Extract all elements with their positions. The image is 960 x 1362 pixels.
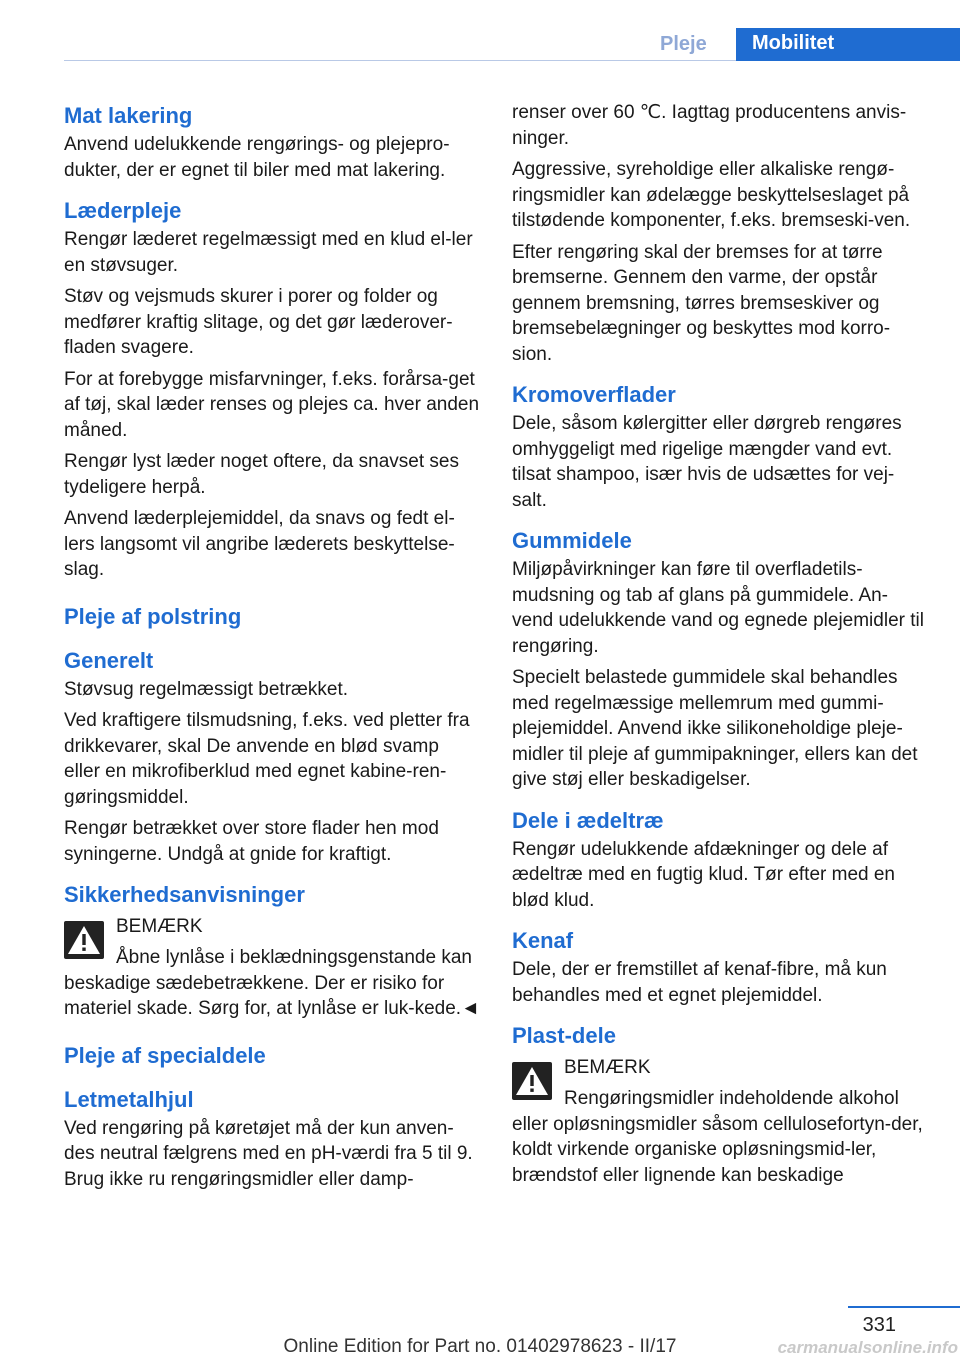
paragraph: Efter rengøring skal der bremses for at tørre bremserne. Gennem den varme, der opstår gennem bremsning, tørres bremseskiver og bremsebelægninger og beskyttes mod korro-sion. [512, 241, 891, 365]
heading-sikkerhedsanvisninger: Sikkerhedsanvisninger [64, 882, 305, 907]
heading-kromoverflader: Kromoverflader [512, 382, 676, 407]
paragraph: Anvend udelukkende rengørings- og plejepro-dukter, der er egnet til biler med mat lakering. [64, 134, 450, 181]
heading-generelt: Generelt [64, 647, 154, 673]
paragraph: For at forebygge misfarvninger, f.eks. forårsa-get af tøj, skal læder renses og plejes ca. hver anden måned. [64, 368, 480, 441]
warning-triangle-icon [512, 1062, 552, 1100]
paragraph: Dele, der er fremstillet af kenaf-fibre, må kun behandles med et egnet plejemiddel. [512, 959, 887, 1006]
paragraph: Rengør lyst læder noget oftere, da snavset ses tydeligere herpå. [64, 451, 459, 498]
warning-text: Rengøringsmidler indeholdende alkohol eller opløsningsmidler såsom cellulosefortyn-der, koldt virkende organiske opløsningsmid-ler, brændstof eller lignende kan beskadige [512, 1088, 923, 1186]
tab-chapter [736, 28, 960, 61]
paragraph: renser over 60 ℃. Iagttag producentens anvis-ninger. [512, 102, 907, 149]
watermark: carmanualsonline.info [777, 1338, 958, 1357]
paragraph: Specielt belastede gummidele skal behandles med regelmæssige mellemrum med gummi-plejemiddel. Anvend ikke silikoneholdige pleje-midler til pleje af gummipakninger, ellers kan det give støj eller beskadigelser. [512, 667, 918, 790]
warning-triangle-icon [64, 921, 104, 959]
heading-pleje-af-polstring: Pleje af polstring [64, 603, 242, 629]
paragraph: Støvsug regelmæssigt betrækket. [64, 678, 349, 700]
edition-footer: Online Edition for Part no. 01402978623 - II/17 [283, 1336, 677, 1357]
paragraph: Aggressive, syreholdige eller alkaliske rengø-ringsmidler kan ødelægge beskyttelseslaget på tilstødende komponenter, f.eks. bremseski-ven. [512, 159, 911, 231]
tab-chapter-label: Mobilitet [752, 32, 835, 54]
paragraph: Rengør udelukkende afdækninger og dele af ædeltræ med en fugtig klud. Tør efter med en blød klud. [512, 838, 895, 911]
tab-section: Pleje [660, 33, 707, 55]
warning-label: BEMÆRK [116, 916, 203, 937]
heading-dele-i-aedeltrae: Dele i ædeltræ [512, 807, 664, 833]
warning-box [64, 913, 480, 1022]
heading-pleje-af-specialdele: Pleje af specialdele [64, 1042, 266, 1068]
heading-mat-lakering: Mat lakering [64, 103, 193, 128]
left-column [64, 100, 480, 1198]
heading-letmetalhjul: Letmetalhjul [64, 1086, 194, 1112]
heading-kenaf: Kenaf [512, 928, 574, 953]
footer-rule [848, 1306, 960, 1308]
heading-laederpleje: Læderpleje [64, 198, 182, 223]
paragraph: Støv og vejsmuds skurer i porer og folder og medfører kraftig slitage, og det gør læderover-fladen svagere. [64, 286, 453, 358]
paragraph: Ved rengøring på køretøjet må der kun anven-des neutral fælgrens med en pH-værdi fra 5 til 9. Brug ikke ru rengøringsmidler eller damp- [64, 1117, 473, 1190]
warning-box [512, 1054, 928, 1188]
paragraph: Rengør betrækket over store flader hen mod syningerne. Undgå at gnide for kraftigt. [64, 818, 439, 865]
paragraph: Rengør læderet regelmæssigt med en klud el-ler en støvsuger. [64, 229, 473, 276]
page-number: 331 [862, 1314, 896, 1336]
heading-gummidele: Gummidele [512, 528, 632, 553]
heading-plast-dele: Plast-dele [512, 1023, 616, 1048]
warning-label: BEMÆRK [564, 1057, 651, 1078]
warning-text: Åbne lynlåse i beklædningsgenstande kan beskadige sædebetrækkene. Der er risiko for materiel skade. Sørg for, at lynlåse er luk-kede.◄ [64, 947, 480, 1019]
paragraph: Miljøpåvirkninger kan føre til overfladetils-mudsning og tab af glans på gummidele. An-vend udelukkende vand og egnede plejemidler til rengøring. [512, 559, 924, 657]
paragraph: Ved kraftigere tilsmudsning, f.eks. ved pletter fra drikkevarer, skal De anvende en blød svamp eller en mikrofiberklud med egnet kabine-ren-gøringsmiddel. [64, 710, 470, 808]
paragraph: Anvend læderplejemiddel, da snavs og fedt el-lers langsomt vil angribe læderets beskyttelse-slag. [64, 508, 455, 580]
paragraph: Dele, såsom kølergitter eller dørgreb rengøres omhyggeligt med rigelige mængder vand evt. tilsat shampoo, især hvis de udsættes for vej-salt. [512, 413, 902, 511]
right-column [512, 100, 928, 1194]
